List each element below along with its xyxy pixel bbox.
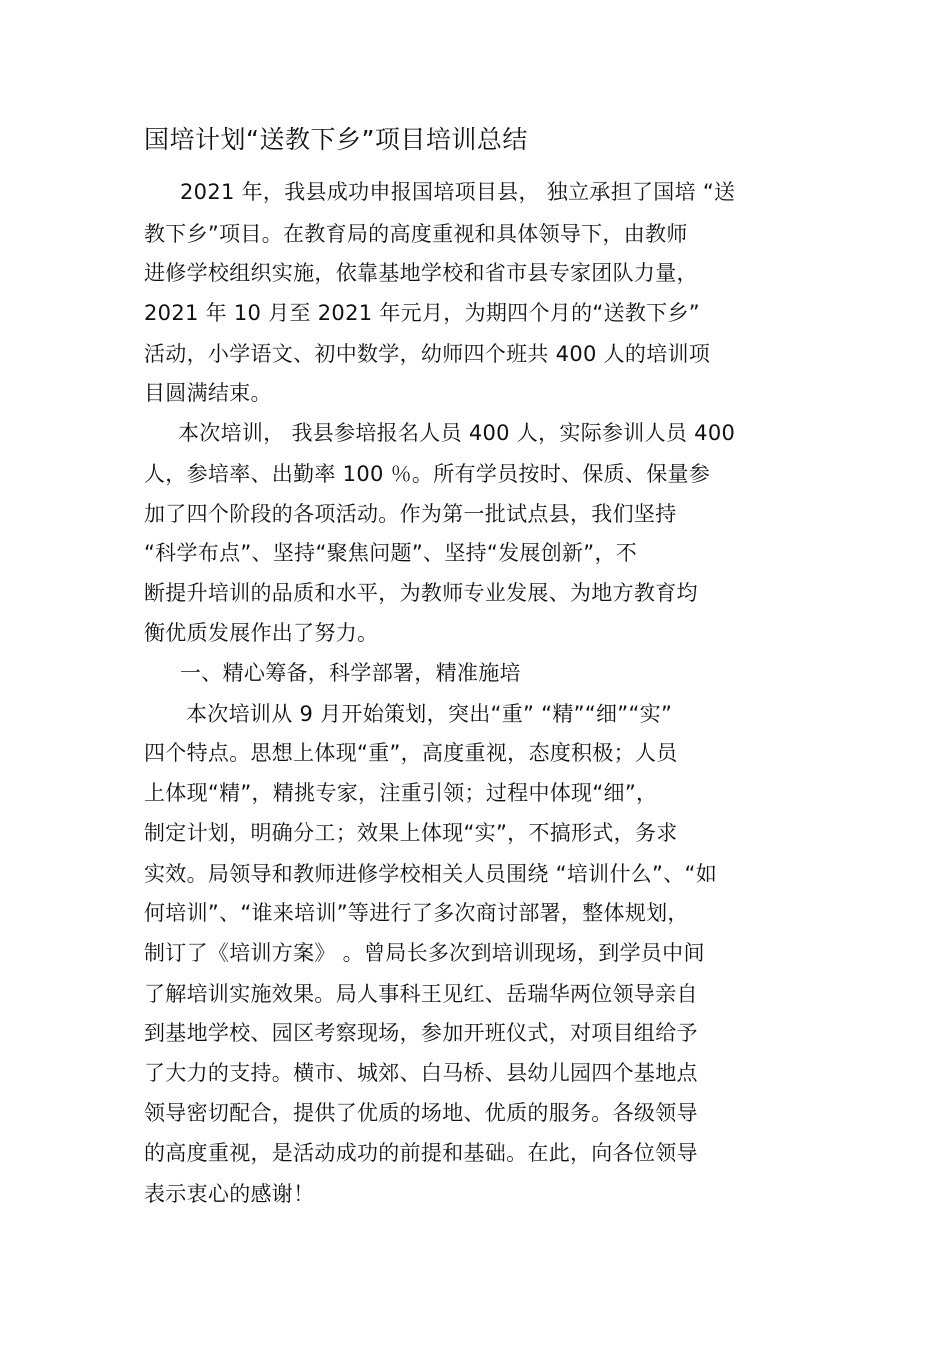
paragraph-line: 制定计划，明确分工；效果上体现“实”，不搞形式，务求 [144, 821, 678, 845]
paragraph-line: 本次培训， 我县参培报名人员 400 人，实际参训人员 400 [178, 421, 736, 445]
document-title: 国培计划“送教下乡”项目培训总结 [144, 125, 528, 154]
paragraph-line: 进修学校组织实施，依靠基地学校和省市县专家团队力量， [144, 261, 698, 285]
paragraph-line: 实效。局领导和教师进修学校相关人员围绕 “培训什么”、“如 [144, 862, 718, 886]
paragraph-line: 领导密切配合，提供了优质的场地、优质的服务。各级领导 [144, 1101, 698, 1125]
paragraph-line: 了大力的支持。横市、城郊、白马桥、县幼儿园四个基地点 [144, 1061, 698, 1085]
paragraph-line: 制订了《培训方案》 。曾局长多次到培训现场，到学员中间 [144, 941, 705, 965]
paragraph-line: 教下乡”项目。在教育局的高度重视和具体领导下，由教师 [144, 222, 688, 246]
paragraph-line: 到基地学校、园区考察现场，参加开班仪式，对项目组给予 [144, 1021, 698, 1045]
paragraph-line: 衡优质发展作出了努力。 [144, 621, 379, 645]
paragraph-line: 何培训”、“谁来培训”等进行了多次商讨部署，整体规划， [144, 901, 689, 925]
paragraph-line: 加了四个阶段的各项活动。作为第一批试点县，我们坚持 [144, 502, 677, 526]
paragraph-line: 的高度重视，是活动成功的前提和基础。在此，向各位领导 [144, 1141, 698, 1165]
paragraph-line: 表示衷心的感谢！ [144, 1182, 315, 1206]
paragraph-line: “科学布点”、坚持“聚焦问题”、坚持“发展创新”，不 [144, 541, 638, 565]
paragraph-line: 目圆满结束。 [144, 381, 272, 405]
section-heading: 一、精心筹备，科学部署，精准施培 [180, 661, 521, 685]
paragraph-line: 上体现“精”，精挑专家，注重引领；过程中体现“细”， [144, 781, 658, 805]
paragraph-line: 2021 年，我县成功申报国培项目县， 独立承担了国培 “送 [180, 180, 736, 204]
paragraph-line: 了解培训实施效果。局人事科王见红、岳瑞华两位领导亲自 [144, 982, 698, 1006]
paragraph-line: 人，参培率、出勤率 100 ％。所有学员按时、保质、保量参 [144, 462, 711, 486]
paragraph-line: 2021 年 10 月至 2021 年元月，为期四个月的“送教下乡” [144, 301, 700, 325]
paragraph-line: 活动，小学语文、初中数学，幼师四个班共 400 人的培训项 [144, 342, 711, 366]
paragraph-line: 断提升培训的品质和水平，为教师专业发展、为地方教育均 [144, 581, 698, 605]
paragraph-line: 本次培训从 9 月开始策划，突出“重” “精”“细”“实” [186, 702, 673, 726]
paragraph-line: 四个特点。思想上体现“重”，高度重视，态度积极；人员 [144, 741, 678, 765]
